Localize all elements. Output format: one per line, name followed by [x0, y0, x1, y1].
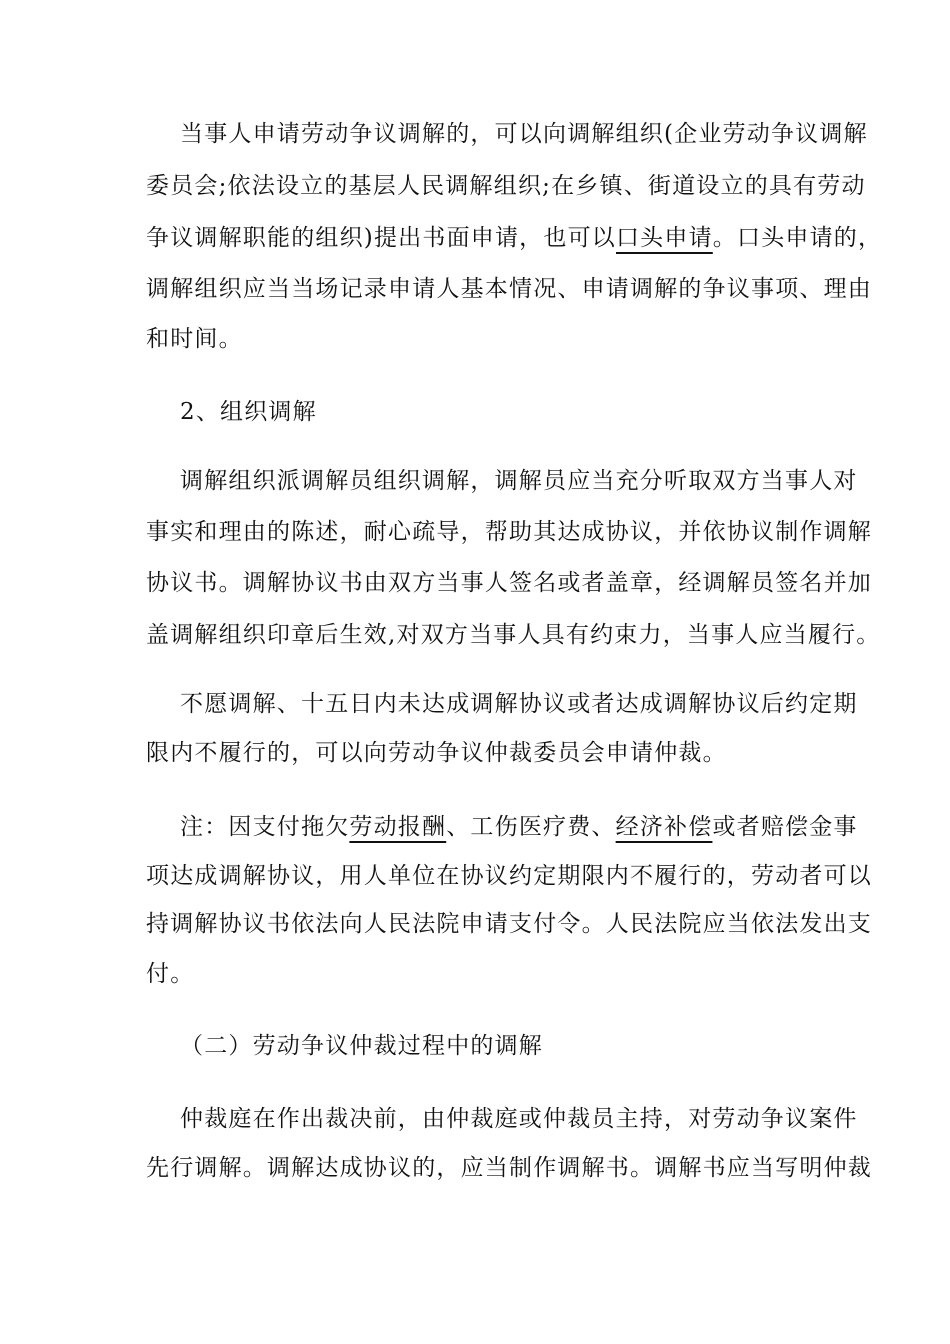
paragraph-1-line-1: 当事人申请劳动争议调解的，可以向调解组织(企业劳动争议调解 [180, 121, 868, 147]
note-line-4: 付。 [146, 961, 195, 987]
paragraph-1-line-5: 和时间。 [146, 326, 243, 352]
paragraph-5-line-1: 仲裁庭在作出裁决前，由仲裁庭或仲裁员主持，对劳动争议案件 [180, 1106, 858, 1132]
paragraph-1-line-3-tail: 。口头申请的， [712, 225, 883, 251]
paragraph-1-line-3-text: 争议调解职能的组织)提出书面申请，也可以 [146, 225, 616, 251]
note-line-2: 项达成调解协议，用人单位在协议约定期限内不履行的，劳动者可以 [146, 863, 872, 889]
section-heading-organize-mediation: 2、组织调解 [180, 399, 317, 425]
note-line-3: 持调解协议书依法向人民法院申请支付令。人民法院应当依法发出支 [146, 911, 872, 937]
note-line-1 [180, 811, 860, 843]
link-labor-remuneration[interactable]: 劳动报酬 [349, 814, 447, 840]
paragraph-2-line-2: 事实和理由的陈述，耐心疏导，帮助其达成协议，并依协议制作调解 [146, 519, 872, 545]
paragraph-2-line-3: 协议书。调解协议书由双方当事人签名或者盖章，经调解员签名并加 [146, 570, 872, 596]
note-line-1-text-c: 或者赔偿金事 [712, 814, 858, 840]
paragraph-5-line-2: 先行调解。调解达成协议的，应当制作调解书。调解书应当写明仲裁 [146, 1155, 872, 1181]
paragraph-2-line-4: 盖调解组织印章后生效,对双方当事人具有约束力，当事人应当履行。 [146, 622, 881, 648]
link-oral-application[interactable]: 口头申请 [615, 225, 713, 251]
paragraph-1-line-2: 委员会;依法设立的基层人民调解组织;在乡镇、街道设立的具有劳动 [146, 173, 866, 199]
note-line-1-text-a: 注：因支付拖欠 [180, 814, 350, 840]
link-economic-compensation[interactable]: 经济补偿 [615, 814, 713, 840]
note-line-1-text-b: 、工伤医疗费、 [446, 814, 616, 840]
paragraph-2-line-1: 调解组织派调解员组织调解，调解员应当充分听取双方当事人对 [180, 468, 858, 494]
paragraph-1-line-3 [146, 222, 883, 254]
paragraph-3-line-2: 限内不履行的，可以向劳动争议仲裁委员会申请仲裁。 [146, 740, 727, 766]
paragraph-1-line-4: 调解组织应当当场记录申请人基本情况、申请调解的争议事项、理由 [146, 276, 872, 302]
paragraph-3-line-1: 不愿调解、十五日内未达成调解协议或者达成调解协议后约定期 [180, 691, 858, 717]
section-heading-arbitration-mediation: （二）劳动争议仲裁过程中的调解 [180, 1033, 543, 1059]
